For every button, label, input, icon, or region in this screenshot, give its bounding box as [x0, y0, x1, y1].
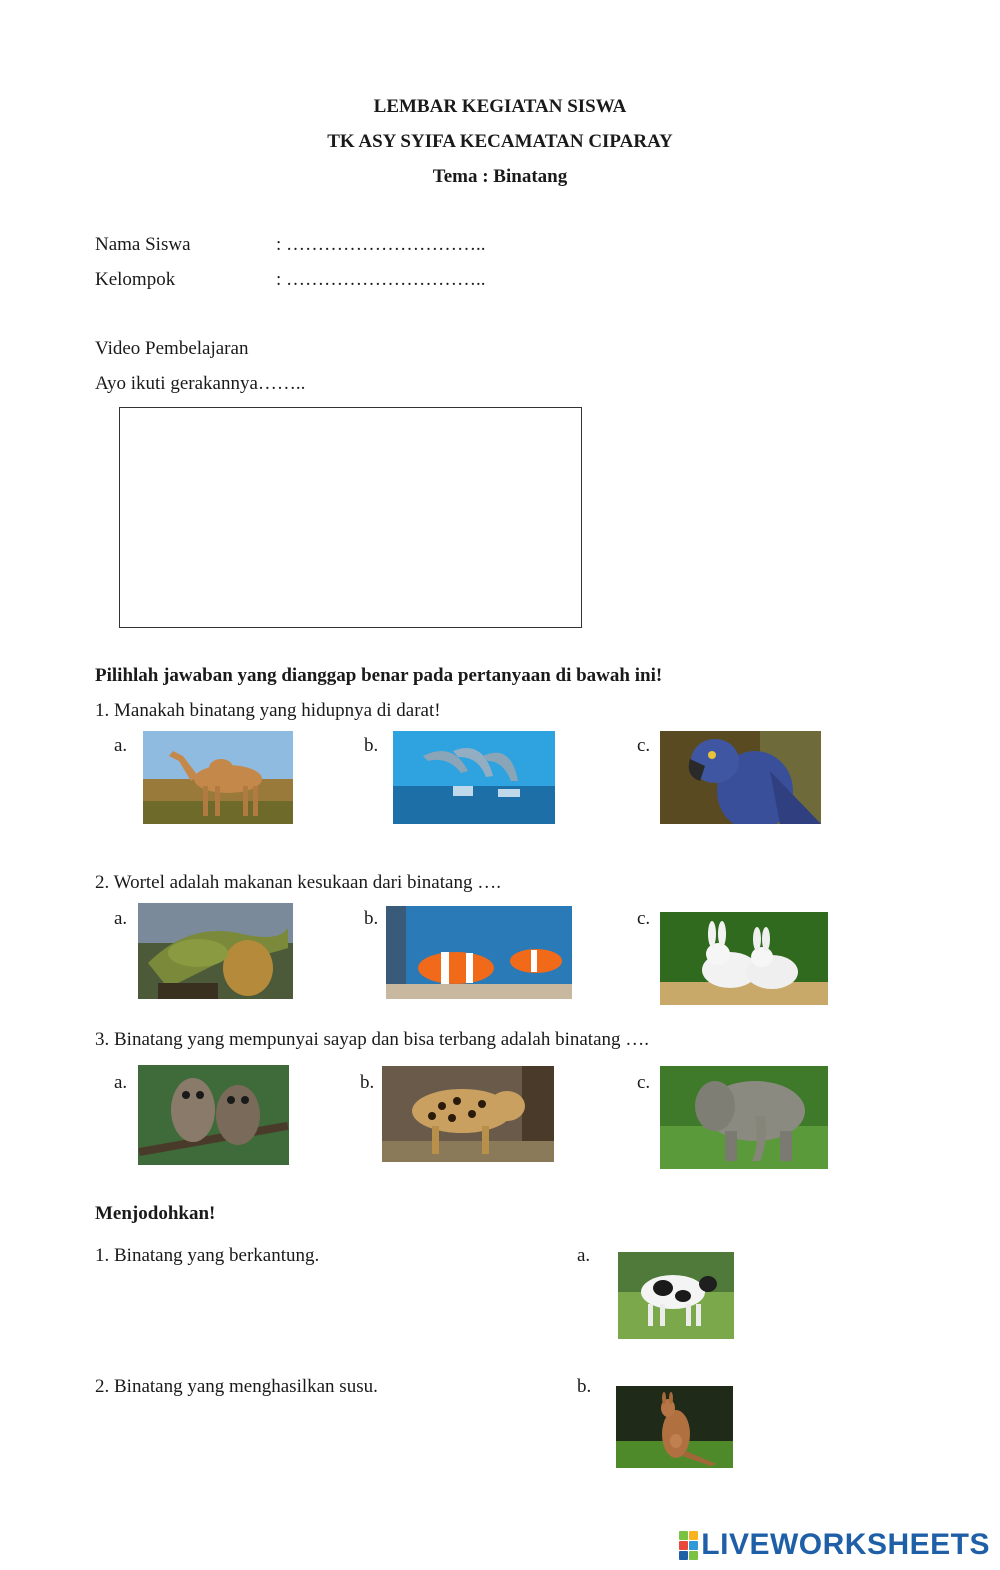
- q3-option-b-letter[interactable]: b.: [360, 1072, 375, 1093]
- theme-title: Tema : Binatang: [432, 166, 568, 187]
- clownfish-photo[interactable]: [386, 906, 572, 999]
- q2-option-b-letter[interactable]: b.: [364, 908, 379, 929]
- group-label: Kelompok: [95, 269, 176, 290]
- worksheet-title: LEMBAR KEGIATAN SISWA: [373, 96, 627, 117]
- student-name-field[interactable]: : …………………………..: [276, 234, 486, 255]
- elephant-photo[interactable]: [660, 1066, 828, 1169]
- school-name: TK ASY SYIFA KECAMATAN CIPARAY: [327, 131, 673, 152]
- camel-photo[interactable]: [143, 731, 293, 824]
- q1-option-a-letter[interactable]: a.: [114, 735, 128, 756]
- video-instruction: Ayo ikuti gerakannya……..: [95, 373, 306, 394]
- video-heading: Video Pembelajaran: [95, 338, 249, 359]
- liveworksheets-blocks-icon: [679, 1531, 698, 1560]
- matching-heading: Menjodohkan!: [95, 1203, 216, 1224]
- group-field[interactable]: : …………………………..: [276, 269, 486, 290]
- q3-option-c-letter[interactable]: c.: [637, 1072, 651, 1093]
- dolphins-photo[interactable]: [393, 731, 555, 824]
- student-name-label: Nama Siswa: [95, 234, 191, 255]
- matching-item-2-letter[interactable]: b.: [577, 1376, 592, 1397]
- matching-item-1-text: 1. Binatang yang berkantung.: [95, 1245, 320, 1266]
- q3-option-a-letter[interactable]: a.: [114, 1072, 128, 1093]
- liveworksheets-logo-text: LIVEWORKSHEETS: [701, 1528, 990, 1561]
- question-1-text: 1. Manakah binatang yang hidupnya di darat!: [95, 700, 441, 721]
- owls-photo[interactable]: [138, 1065, 289, 1165]
- jaguar-photo[interactable]: [382, 1066, 554, 1162]
- q2-option-a-letter[interactable]: a.: [114, 908, 128, 929]
- matching-item-1-letter[interactable]: a.: [577, 1245, 591, 1266]
- matching-item-2-text: 2. Binatang yang menghasilkan susu.: [95, 1376, 378, 1397]
- question-2-text: 2. Wortel adalah makanan kesukaan dari binatang ….: [95, 872, 501, 893]
- parrot-photo[interactable]: [660, 731, 821, 824]
- question-3-text: 3. Binatang yang mempunyai sayap dan bisa terbang adalah binatang ….: [95, 1029, 650, 1050]
- liveworksheets-logo: [679, 1528, 990, 1562]
- kangaroo-photo[interactable]: [616, 1386, 733, 1468]
- cow-photo[interactable]: [618, 1252, 734, 1339]
- rabbits-photo[interactable]: [660, 912, 828, 1005]
- q1-option-b-letter[interactable]: b.: [364, 735, 379, 756]
- quiz-instruction: Pilihlah jawaban yang dianggap benar pada pertanyaan di bawah ini!: [95, 665, 663, 686]
- q1-option-c-letter[interactable]: c.: [637, 735, 651, 756]
- video-player-box[interactable]: [119, 407, 582, 628]
- q2-option-c-letter[interactable]: c.: [637, 908, 651, 929]
- iguana-photo[interactable]: [138, 903, 293, 999]
